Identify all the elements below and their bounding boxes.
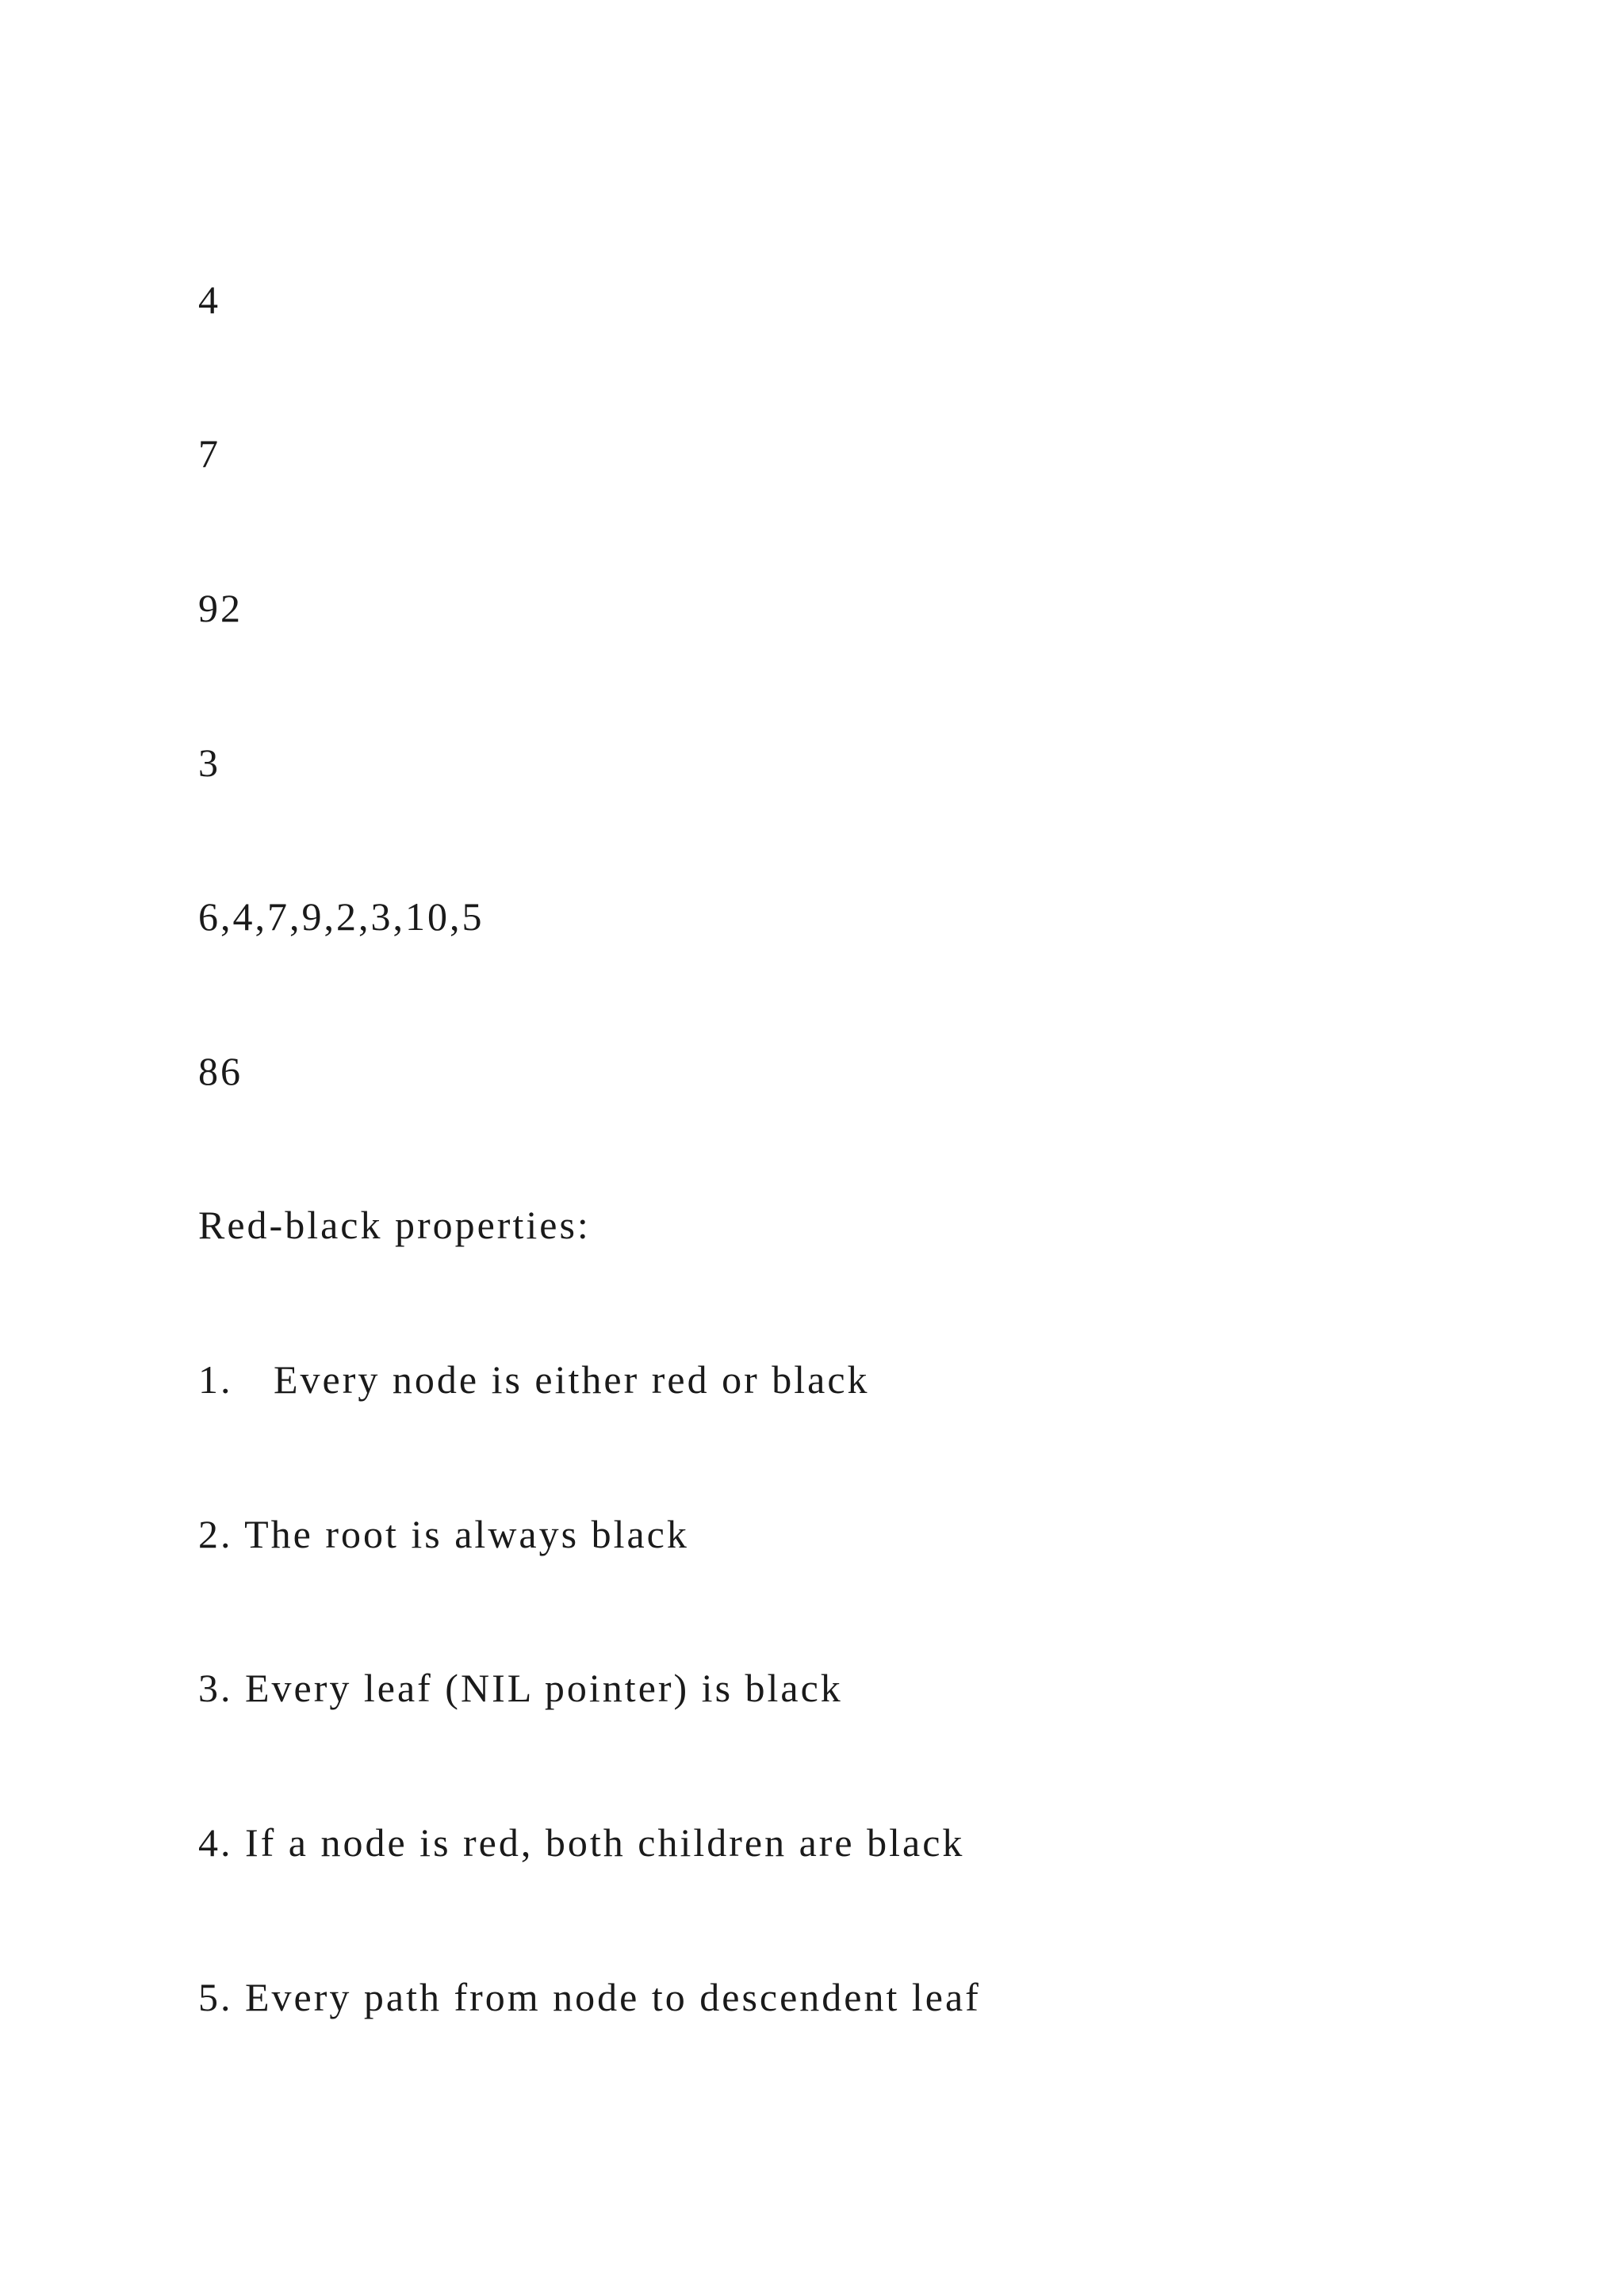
text-line-4: 4: [198, 277, 220, 322]
property-number: 2.: [198, 1512, 233, 1556]
property-number: 1.: [198, 1357, 233, 1402]
text-line-92: 92: [198, 586, 243, 630]
property-text: If a node is red, both children are black: [245, 1820, 965, 1865]
property-number: 3.: [198, 1666, 233, 1710]
property-text: Every leaf (NIL pointer) is black: [245, 1666, 843, 1710]
text-line-7: 7: [198, 431, 220, 476]
property-text: The root is always black: [244, 1512, 689, 1556]
property-item-1: [198, 1356, 870, 1403]
property-item-3: [198, 1664, 843, 1712]
property-text: Every node is either red or black: [274, 1357, 870, 1402]
property-item-5: [198, 1973, 981, 2021]
property-number: 5.: [198, 1975, 233, 2019]
property-text: Every path from node to descendent leaf: [245, 1975, 981, 2019]
section-heading: Red-black properties:: [198, 1203, 591, 1247]
property-item-2: [198, 1510, 689, 1558]
property-number: 4.: [198, 1820, 233, 1865]
property-item-4: [198, 1819, 964, 1866]
number-sequence: 6,4,7,9,2,3,10,5: [198, 894, 485, 939]
text-line-86: 86: [198, 1049, 243, 1093]
text-line-3: 3: [198, 740, 220, 785]
